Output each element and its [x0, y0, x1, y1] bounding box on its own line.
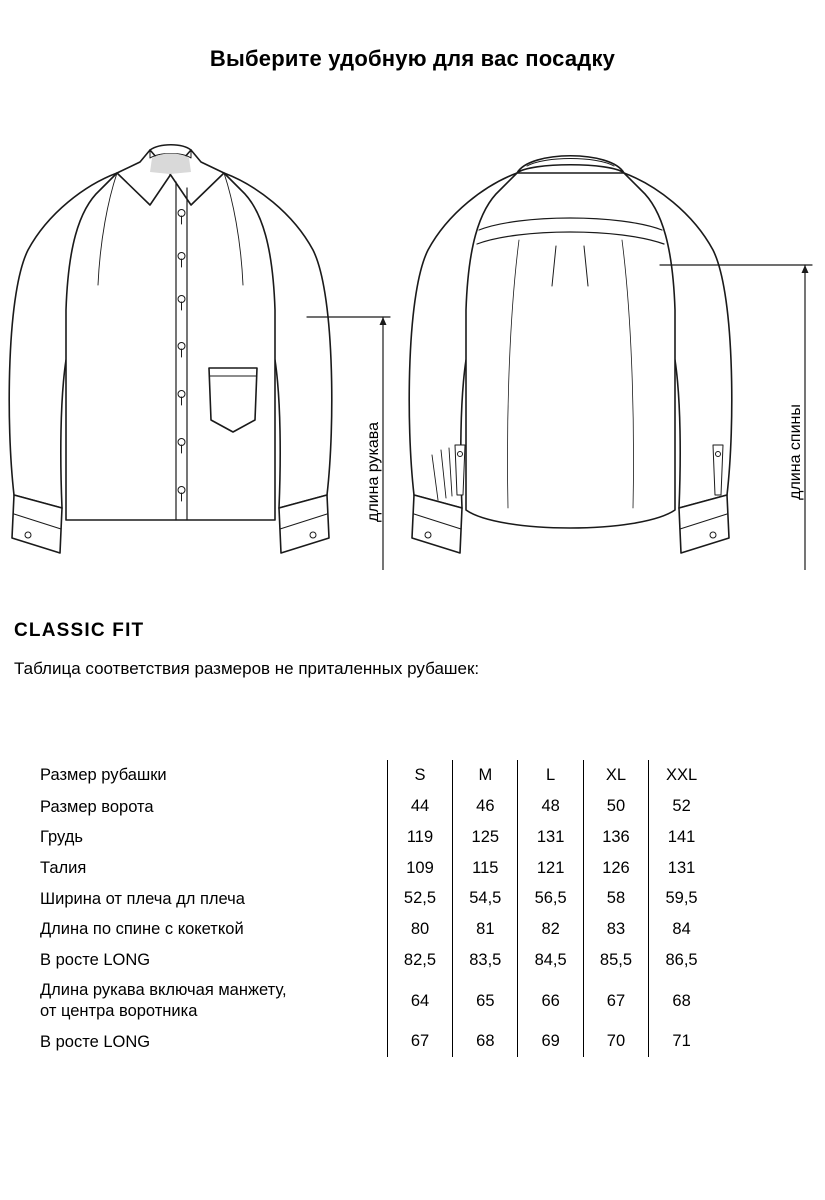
row-label: [14, 975, 387, 1026]
table-row: [14, 945, 714, 976]
row-value-l: 66: [518, 975, 583, 1026]
header-cell-s: S: [387, 760, 452, 792]
row-value-s: 109: [387, 853, 452, 884]
row-value-m: 125: [453, 822, 518, 853]
row-value-xxl: 52: [649, 792, 714, 823]
header-cell-m: M: [453, 760, 518, 792]
table-row: [14, 853, 714, 884]
row-label: Длина по спине с кокеткой: [40, 920, 244, 939]
row-value-xxl: 68: [649, 975, 714, 1026]
row-value-l: 69: [518, 1027, 583, 1058]
header-cell-label: Размер рубашки: [40, 766, 167, 784]
row-label: Грудь: [40, 828, 83, 847]
header-cell-xxl: XXL: [649, 760, 714, 792]
row-value-s: 80: [387, 914, 452, 945]
sleeve-length-label: длина рукава: [365, 422, 382, 522]
row-value-l: 82: [518, 914, 583, 945]
row-value-xxl: 86,5: [649, 945, 714, 976]
row-value-s: 67: [387, 1027, 452, 1058]
row-value-s: 52,5: [387, 884, 452, 915]
row-label: В росте LONG: [40, 950, 151, 969]
fit-subtitle: Таблица соответствия размеров не приталенных рубашек:: [14, 659, 480, 678]
header-cell-l: L: [518, 760, 583, 792]
row-value-m: 115: [453, 853, 518, 884]
row-value-s: 119: [387, 822, 452, 853]
row-value-xxl: 131: [649, 853, 714, 884]
size-chart-illustration: [0, 110, 825, 570]
row-value-xl: 126: [583, 853, 648, 884]
row-value-l: 121: [518, 853, 583, 884]
row-value-l: 48: [518, 792, 583, 823]
row-value-xl: 85,5: [583, 945, 648, 976]
row-value-xl: 136: [583, 822, 648, 853]
row-value-xxl: 141: [649, 822, 714, 853]
table-row: [14, 792, 714, 823]
row-label: Талия: [40, 858, 87, 877]
row-value-s: 82,5: [387, 945, 452, 976]
shirt-front-illustration: [9, 145, 332, 553]
row-value-m: 65: [453, 975, 518, 1026]
row-label: Размер ворота: [40, 797, 154, 816]
shirt-diagram-svg: [0, 110, 825, 570]
row-value-l: 131: [518, 822, 583, 853]
shirt-back-illustration: [409, 156, 732, 553]
row-value-xxl: 84: [649, 914, 714, 945]
row-value-xxl: 59,5: [649, 884, 714, 915]
row-label-line1: Длина рукава включая манжету,: [40, 981, 287, 1000]
table-row: [14, 822, 714, 853]
row-value-xl: 83: [583, 914, 648, 945]
table-row: [14, 1027, 714, 1058]
row-value-xl: 58: [583, 884, 648, 915]
row-value-xl: 50: [583, 792, 648, 823]
table-row: [14, 914, 714, 945]
row-label: Ширина от плеча дл плеча: [40, 889, 245, 908]
row-value-l: 56,5: [518, 884, 583, 915]
row-value-m: 54,5: [453, 884, 518, 915]
row-value-xl: 67: [583, 975, 648, 1026]
page-title: Выберите удобную для вас посадку: [209, 46, 616, 71]
table-row: [14, 975, 714, 1026]
row-value-s: 64: [387, 975, 452, 1026]
row-label-line2: от центра воротника: [40, 1002, 198, 1020]
back-length-label: длина спины: [787, 404, 804, 500]
row-value-xxl: 71: [649, 1027, 714, 1058]
row-label: В росте LONG: [40, 1032, 151, 1051]
row-value-m: 46: [453, 792, 518, 823]
fit-heading: CLASSIC FIT: [14, 620, 145, 641]
table-row: [14, 884, 714, 915]
row-value-xl: 70: [583, 1027, 648, 1058]
row-value-s: 44: [387, 792, 452, 823]
row-value-m: 83,5: [453, 945, 518, 976]
header-cell-xl: XL: [583, 760, 648, 792]
size-table: [14, 760, 714, 1057]
table-header-row: [14, 760, 714, 792]
row-value-m: 68: [453, 1027, 518, 1058]
row-value-m: 81: [453, 914, 518, 945]
row-value-l: 84,5: [518, 945, 583, 976]
